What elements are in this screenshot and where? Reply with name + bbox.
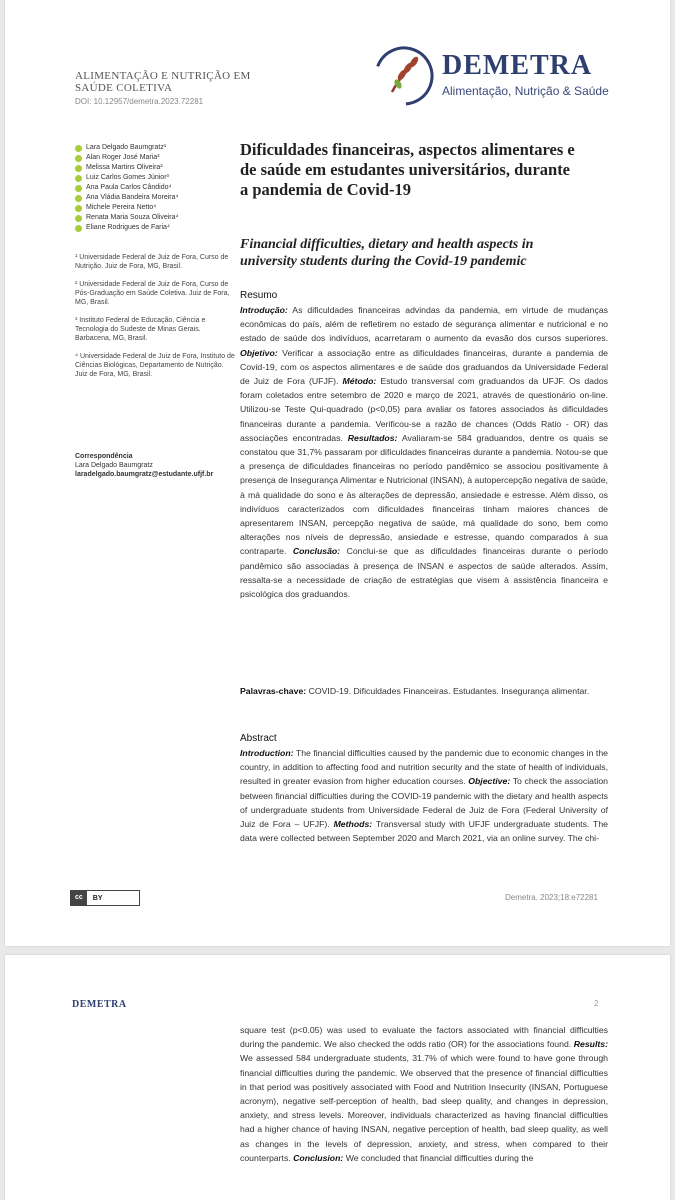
- orcid-icon[interactable]: [75, 195, 82, 202]
- keywords-label: Palavras-chave:: [240, 686, 307, 696]
- correspondence-name: Lara Delgado Baumgratz: [75, 462, 153, 469]
- correspondence: [75, 452, 245, 479]
- section-text: We concluded that financial difficulties during the: [343, 1152, 534, 1163]
- section-text: Verificar a associação entre as dificuldades financeiras, durante a pandemia de Covid-19, com os aspectos alimentares e de saúde dos graduandos da Universidade Federal de Juiz de Fora (UFJF).: [240, 347, 608, 387]
- license-badge[interactable]: [70, 890, 140, 906]
- affiliation-item: ¹ Universidade Federal de Juiz de Fora, Curso de Nutrição. Juiz de Fora, MG, Brasil.: [75, 254, 229, 270]
- resumo-heading: Resumo: [240, 290, 278, 301]
- author-name: Michele Pereira Netto⁴: [86, 204, 157, 211]
- author-item: [75, 213, 235, 223]
- author-list: [75, 143, 235, 233]
- resumo-text: [240, 303, 608, 601]
- orcid-icon[interactable]: [75, 215, 82, 222]
- author-name: Lara Delgado Baumgratz¹: [86, 144, 167, 151]
- section-label: Methods:: [333, 819, 373, 830]
- abstract-continued-text: [240, 1023, 608, 1165]
- section-text: Avaliaram-se 584 graduandos, dentre os quais se constatou que 31,7% passaram por dificuldades financeiras durante a pandemia. Notou-se que a presença de dificuldades financeiras no período pandêmico se associou positivamente à presença de Insegurança Alimentar e Nutricional (INSAN), à autopercepção negativa de saúde, à má qualidade do sono e às alterações de depressão, ansiedade e estresse. Além disso, os indivíduos caracterizados com dificuldades financeiras tinham maiores chances de apresentarem INSAN, percepção negativa de saúde, má qualidade do sono, bem como alterações nos níveis de depressão, ansiedade e estresse, quando comparados à sua contraparte.: [240, 432, 608, 557]
- citation-footer: Demetra. 2023;18:e72281: [505, 893, 598, 902]
- author-item: [75, 143, 235, 153]
- section-label: Introduction:: [240, 748, 294, 758]
- author-name: Alan Roger José Maria²: [86, 154, 160, 161]
- orcid-icon[interactable]: [75, 165, 82, 172]
- page-number: 2: [594, 999, 599, 1008]
- section-label: Introdução:: [240, 305, 288, 315]
- correspondence-email[interactable]: laradelgado.baumgratz@estudante.ufjf.br: [75, 471, 214, 478]
- abstract-text: [240, 746, 608, 845]
- section-text: Estudo transversal com graduandos da UFJF. Os dados foram coletados entre setembro de 2020 e março de 2021, através de questionário on-line. Utilizou-se Teste Qui-quadrado (p<0,05) para avaliar os fatores associados às dificuldades financeiras durante a pandemia. Verificou-se a razão de chances (Odds Ratio - OR) das associações encontradas.: [240, 376, 608, 443]
- section-text: square test (p<0.05) was used to evaluate the factors associated with financial difficulties during the pandemic. We also checked the odds ratio (OR) for the associations found.: [240, 1025, 608, 1050]
- section-label: Resultados:: [347, 432, 398, 443]
- section-text: To check the association between financial difficulties during the COVID-19 pandemic with the dietary and health aspects of undergraduate students from Universidade Federal de Juiz de Fora (Federal University of Juiz de Fora – UFJF).: [240, 776, 609, 830]
- author-item: [75, 183, 235, 193]
- keywords-text: COVID-19. Dificuldades Financeiras. Estudantes. Insegurança alimentar.: [306, 686, 590, 696]
- section-text: We assessed 584 undergraduate students, 31.7% of which were found to have gone through financial difficulties during the pandemic. We observed that the presence of financial difficulties in that period was positively associated with Food and Nutrition Insecurity (INSAN, Portuguese acronym), negative self-perception of health, bad sleep quality, and changes in depression, anxiety, and stress levels. Moreover, individuals characterized as having financial difficulties had a higher chance of having INSAN, negative perception of health, bad sleep quality, as well as changes in the levels of depression, anxiety, and stress, when compared to their counterparts.: [240, 1053, 608, 1163]
- orcid-icon[interactable]: [75, 175, 82, 182]
- page-1: [5, 0, 670, 946]
- journal-section: ALIMENTAÇÃO E NUTRIÇÃO EM SAÚDE COLETIVA: [75, 70, 251, 94]
- affiliation-item: ³ Instituto Federal de Educação, Ciência e Tecnologia do Sudeste de Minas Gerais. Barbacena, MG, Brasil.: [75, 317, 206, 342]
- logo-brand: DEMETRA: [442, 50, 593, 81]
- affiliation-list: [75, 253, 235, 388]
- section-label: Results:: [573, 1039, 608, 1050]
- author-item: [75, 153, 235, 163]
- section-text: Conclui-se que as dificuldades financeiras durante o período pandêmico são associadas à presença de INSAN e aspectos de saúde alterados. Assim, ressalta-se a necessidade de criação de estratégias que visem à assistência financeira e psicológica dos graduandos.: [240, 546, 608, 600]
- author-item: [75, 193, 235, 203]
- author-name: Luiz Carlos Gomes Júnior³: [86, 174, 169, 181]
- author-name: Melissa Martins Oliveira²: [86, 164, 163, 171]
- author-item: [75, 173, 235, 183]
- orcid-icon[interactable]: [75, 155, 82, 162]
- orcid-icon[interactable]: [75, 185, 82, 192]
- section-text: As dificuldades financeiras advindas da pandemia, em virtude de mudanças econômicas do país, além de refletirem no estado de segurança alimentar e nutricional e no estado de saúde dos indivíduos, acarretaram o aumento da evasão dos cursos superiores.: [240, 305, 608, 344]
- page-2: [5, 955, 670, 1200]
- section-label: Conclusion:: [293, 1152, 344, 1163]
- author-name: Renata Maria Souza Oliveira⁴: [86, 214, 179, 221]
- section-label: Conclusão:: [292, 546, 341, 557]
- author-name: Ana Paula Carlos Cândido⁴: [86, 184, 172, 191]
- author-item: [75, 163, 235, 173]
- section-text: The financial difficulties caused by the pandemic due to economic changes in the country, in addition to affecting food and nutrition security and the state of health of individuals, resulted in greater evasion from higher education courses.: [240, 748, 608, 787]
- keywords: [240, 684, 608, 698]
- doi[interactable]: DOI: 10.12957/demetra.2023.72281: [75, 97, 204, 106]
- demetra-logo: [370, 42, 620, 112]
- section-text: Transversal study with UFJF undergraduate students. The data were collected between September 2020 and March 2021, via an online survey. The chi-: [240, 819, 608, 844]
- running-logo: DEMETRA: [72, 999, 127, 1010]
- cc-icon: cc: [71, 891, 87, 905]
- author-name: Eliane Rodrigues de Faria⁴: [86, 224, 170, 231]
- orcid-icon[interactable]: [75, 145, 82, 152]
- orcid-icon[interactable]: [75, 205, 82, 212]
- correspondence-heading: Correspondência: [75, 453, 133, 460]
- article-title: Dificuldades financeiras, aspectos alimentares e de saúde em estudantes universitários, durante a pandemia de Covid-19: [240, 140, 575, 199]
- affiliation-item: ⁴ Universidade Federal de Juiz de Fora, Instituto de Ciências Biológicas, Departamento de Nutrição. Juiz de Fora, MG, Brasil.: [75, 353, 235, 378]
- abstract-heading: Abstract: [240, 733, 277, 744]
- author-item: [75, 223, 235, 233]
- section-label: Objetivo:: [240, 347, 278, 358]
- affiliation-item: ² Universidade Federal de Juiz de Fora, Curso de Pós-Graduação em Saúde Coletiva. Juiz de Fora, MG, Brasil.: [75, 281, 230, 306]
- by-icon: BY: [92, 894, 103, 902]
- article-subtitle: Financial difficulties, dietary and health aspects in university students during the Covid-19 pandemic: [240, 237, 534, 269]
- section-label: Método:: [342, 376, 377, 387]
- author-item: [75, 203, 235, 213]
- author-name: Ana Vládia Bandeira Moreira⁴: [86, 194, 179, 201]
- logo-emblem-icon: [370, 42, 438, 110]
- orcid-icon[interactable]: [75, 225, 82, 232]
- logo-tagline: Alimentação, Nutrição & Saúde: [442, 84, 609, 98]
- section-label: Objective:: [468, 776, 511, 787]
